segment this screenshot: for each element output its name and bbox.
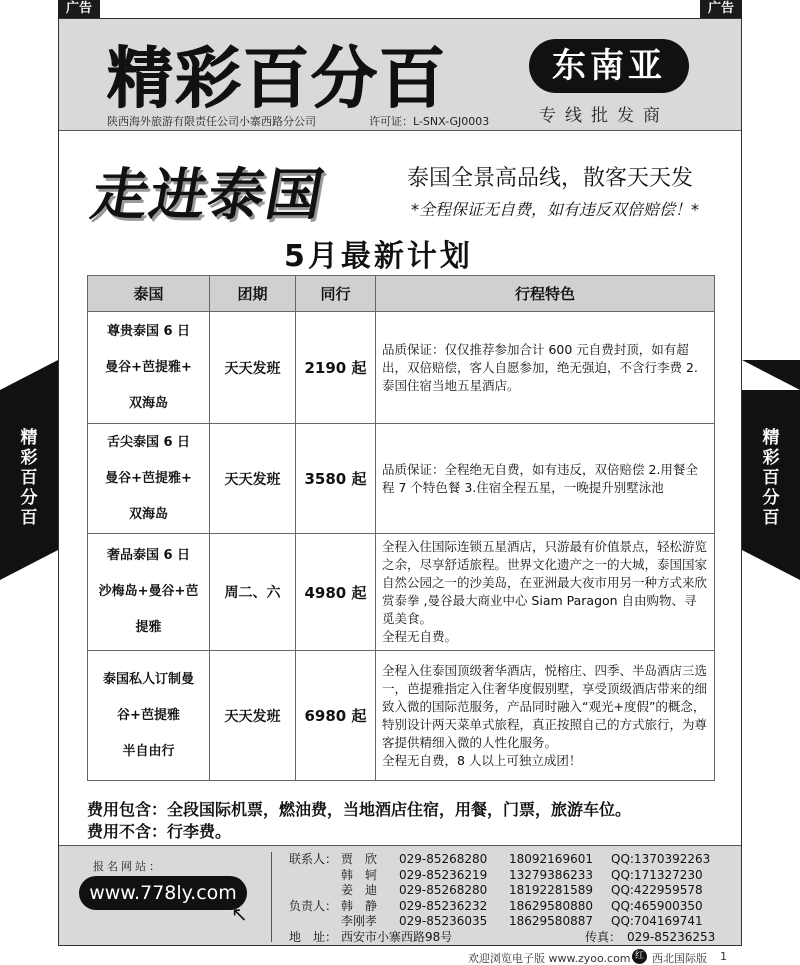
- footer-logo: 红: [632, 949, 647, 964]
- address-row: 地 址： 西安市小寨西路98号 传真： 029-85236253: [289, 929, 716, 944]
- region-badge: 东南亚: [529, 39, 689, 93]
- page-number: 1: [720, 950, 727, 963]
- ad-tag-right: 广告: [700, 0, 742, 18]
- col-header-period: 团期: [210, 276, 296, 312]
- tour-name: 奢品泰国 6 日 沙梅岛+曼谷+芭 提雅: [88, 534, 210, 651]
- tour-period: 周二、六: [210, 534, 296, 651]
- address: 西安市小寨西路98号: [341, 929, 453, 944]
- header: [59, 19, 741, 131]
- tour-price: 4980 起: [296, 534, 376, 651]
- contact-row: 联系人： 贾 欣 029-85268280 18092169601 QQ:1370392263: [289, 852, 711, 866]
- tour-name: 泰国私人订制曼 谷+芭提雅 半自由行: [88, 651, 210, 781]
- footer-text: 欢迎浏览电子版 www.zyoo.com: [468, 952, 631, 965]
- brand-title: 精彩百分百: [107, 40, 447, 117]
- footer: [0, 948, 800, 965]
- plan-heading: 5月最新计划: [284, 239, 473, 274]
- website-link[interactable]: www.778ly.com: [79, 876, 247, 910]
- tour-price: 6980 起: [296, 651, 376, 781]
- tour-period: 天天发班: [210, 312, 296, 424]
- tour-price: 3580 起: [296, 424, 376, 534]
- itinerary-table: [87, 275, 715, 781]
- cursor-icon: ↖: [231, 902, 248, 926]
- side-banner-left: 精 彩 百 分 百: [0, 390, 58, 550]
- ad-frame: [58, 18, 742, 946]
- table-row: [88, 651, 715, 781]
- header-subtitle: 专线批发商: [539, 106, 669, 126]
- table-row: [88, 424, 715, 534]
- tour-features: 品质保证：全程绝无自费，如有违反，双倍赔偿 2.用餐全程 7 个特色餐 3.住宿全程五星，一晚提升别墅泳池: [376, 424, 715, 534]
- tour-period: 天天发班: [210, 424, 296, 534]
- table-row: [88, 534, 715, 651]
- tour-name: 尊贵泰国 6 日 曼谷+芭提雅+ 双海岛: [88, 312, 210, 424]
- col-header-destination: 泰国: [88, 276, 210, 312]
- col-header-features: 行程特色: [376, 276, 715, 312]
- fees-section: [87, 799, 631, 843]
- fax: 传真： 029-85236253: [585, 929, 716, 944]
- contact-row: 韩 轲 029-85236219 13279386233 QQ:171327230: [341, 867, 703, 882]
- tour-features: 全程入住泰国顶级奢华酒店，悦榕庄、四季、半岛酒店三选一，芭提雅指定入住奢华度假别墅，享受顶级酒店带来的细致入微的国际范服务，产品同时融入“观光+度假”的概念，特别设计两天菜单式旅程，真正按照自己的方式旅行，为尊客提供精细入微的人性化服务。 全程无自费，8 人以上可独立成团！: [376, 651, 715, 781]
- contact-section: [59, 845, 741, 945]
- side-banner-right: 精 彩 百 分 百: [742, 390, 800, 550]
- table-header-row: [88, 276, 715, 312]
- table-row: [88, 312, 715, 424]
- promo-slogan: 泰国全景高品线，散客天天发: [407, 166, 694, 191]
- promo-guarantee: *全程保证无自费，如有违反双倍赔偿！*: [411, 200, 700, 219]
- tour-price: 2190 起: [296, 312, 376, 424]
- fees-excluded: 费用不含：行李费。: [87, 822, 232, 841]
- divider: [271, 852, 272, 942]
- fees-included: 费用包含：全段国际机票，燃油费，当地酒店住宿，用餐，门票，旅游车位。: [87, 800, 632, 819]
- contact-list: [289, 852, 729, 945]
- contact-row: 姜 迪 029-85268280 18192281589 QQ:422959578: [341, 883, 703, 897]
- registration-label: 报名网站：: [93, 860, 163, 873]
- ad-tag-left: 广告: [58, 0, 100, 18]
- contact-row: 李刚孝 029-85236035 18629580887 QQ:704169741: [341, 914, 703, 928]
- tour-period: 天天发班: [210, 651, 296, 781]
- tour-features: 全程入住国际连锁五星酒店，只游最有价值景点，轻松游览之余，尽享舒适旅程。世界文化遗产之一的大城，泰国国家自然公园之一的沙美岛，在亚洲最大夜市用另一种方式来欣赏泰拳 ,曼谷最大商业中心 Siam Paragon 自由购物、寻觅美食。 全程无自费。: [376, 534, 715, 651]
- promo-title: 走进泰国: [86, 162, 331, 228]
- footer-brand: 西北国际版: [652, 952, 707, 965]
- tour-name: 舌尖泰国 6 日 曼谷+芭提雅+ 双海岛: [88, 424, 210, 534]
- company-name: 陕西海外旅游有限责任公司小寨西路分公司: [107, 115, 316, 128]
- tour-features: 品质保证：仅仅推荐参加合计 600 元自费封顶，如有超出，双倍赔偿，客人自愿参加，绝无强迫，不含行李费 2.泰国住宿当地五星酒店。: [376, 312, 715, 424]
- license-number: 许可证：L-SNX-GJ0003: [369, 115, 490, 128]
- col-header-price: 同行: [296, 276, 376, 312]
- contact-row: 负责人： 韩 静 029-85236232 18629580880 QQ:465900350: [289, 898, 703, 913]
